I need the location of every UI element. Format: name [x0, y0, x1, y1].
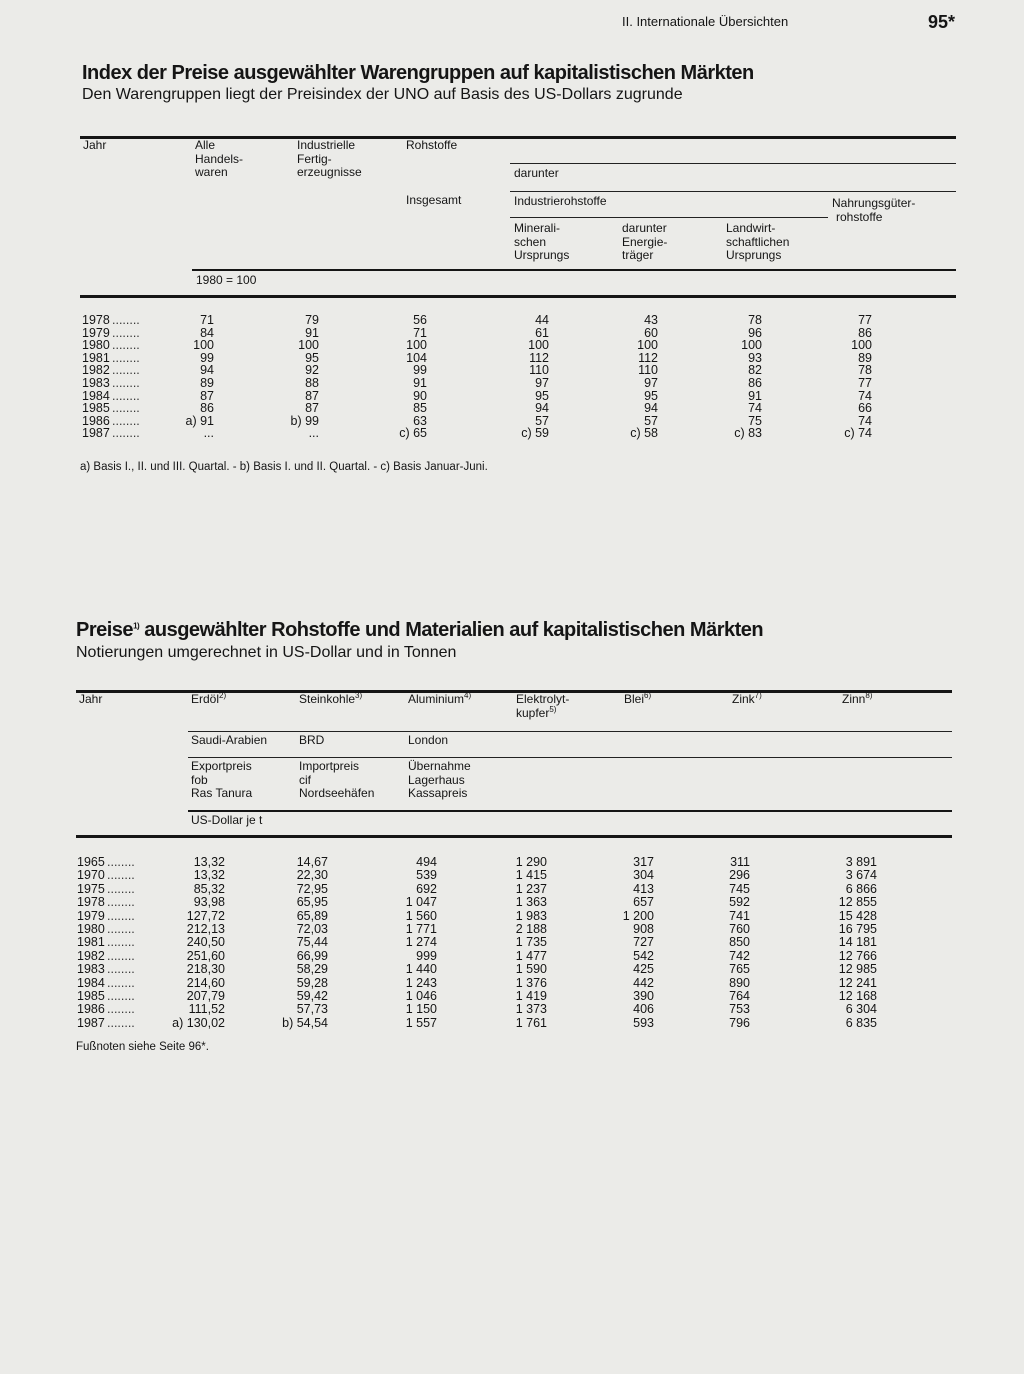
value-cell: 97	[535, 376, 549, 390]
value-cell: 77	[858, 313, 872, 327]
value-cell: 1 983	[515, 908, 547, 923]
table-row	[82, 339, 872, 352]
year-cell: 1979	[82, 325, 110, 340]
table2-col-erdoel: Erdöl$^{2)}$	[191, 691, 227, 706]
value-cell: 95	[644, 388, 658, 403]
value-cell: 14 181	[838, 935, 877, 950]
value-cell: 85,32	[193, 881, 225, 896]
table2-header-rule	[76, 835, 952, 838]
leader-dots: ........	[112, 413, 140, 428]
table1-base-label: 1980 = 100	[196, 273, 257, 287]
value-cell: 79	[305, 313, 319, 327]
table-row	[77, 910, 877, 923]
table2-footnote: Fußnoten siehe Seite 96*.	[76, 1041, 209, 1053]
value-cell: c) 59	[521, 426, 549, 441]
year-cell: 1980	[77, 922, 105, 936]
value-cell: 110	[638, 363, 658, 378]
value-cell: a) 130,02	[172, 1015, 225, 1030]
value-cell: 100	[298, 338, 319, 353]
leader-dots: ........	[112, 313, 140, 327]
table1-footnote: a) Basis I., II. und III. Quartal. - b) Basis I. und II. Quartal. - c) Basis Januar-Juni.	[80, 461, 488, 473]
value-cell: 59,42	[296, 989, 328, 1003]
value-cell: 65,95	[296, 895, 328, 910]
value-cell: 91	[413, 376, 427, 390]
value-cell: 1 376	[515, 975, 547, 990]
value-cell: 3 674	[845, 868, 877, 883]
value-cell: 61	[535, 325, 549, 340]
table1-col-industrierohstoffe: Industrierohstoffe	[514, 194, 607, 208]
page-number: 95*	[928, 12, 956, 32]
table-row	[77, 896, 877, 909]
table-row	[82, 427, 872, 440]
year-cell: 1987	[82, 426, 110, 441]
value-cell: 12 855	[838, 895, 877, 910]
value-cell: 94	[200, 363, 214, 378]
year-cell: 1987	[77, 1015, 105, 1030]
value-cell: 99	[200, 350, 214, 365]
value-cell: 240,50	[186, 935, 225, 950]
table-row	[77, 883, 877, 896]
value-cell: 100	[637, 338, 658, 353]
value-cell: 14,67	[296, 855, 328, 869]
year-cell: 1985	[82, 401, 110, 416]
table2-price-aluminium: Übernahme Lagerhaus Kassapreis	[408, 759, 471, 800]
value-cell: 592	[729, 895, 750, 910]
value-cell: 65,89	[296, 908, 328, 923]
value-cell: 13,32	[193, 855, 225, 869]
value-cell: 539	[416, 868, 437, 883]
table-row	[77, 923, 877, 936]
year-cell: 1984	[82, 388, 110, 403]
value-cell: 850	[729, 935, 750, 950]
value-cell: 890	[729, 975, 750, 990]
value-cell: 765	[729, 962, 750, 977]
value-cell: 100	[406, 338, 427, 353]
value-cell: 66	[858, 401, 872, 416]
value-cell: 86	[748, 376, 762, 390]
value-cell: 1 200	[622, 908, 654, 923]
year-cell: 1970	[77, 868, 105, 883]
value-cell: 87	[305, 401, 319, 416]
year-cell: 1984	[77, 975, 105, 990]
value-cell: 12 985	[838, 962, 877, 977]
value-cell: 112	[529, 350, 549, 365]
value-cell: 657	[633, 895, 654, 910]
value-cell: 1 419	[515, 989, 547, 1003]
value-cell: 1 373	[515, 1002, 547, 1017]
value-cell: 796	[729, 1015, 750, 1030]
value-cell: 92	[305, 363, 319, 378]
year-cell: 1965	[77, 855, 105, 869]
table-row	[77, 950, 877, 963]
value-cell: 72,03	[296, 922, 328, 936]
table2-price-steinkohle: Importpreis cif Nordseehäfen	[299, 759, 375, 800]
value-cell: 311	[730, 855, 750, 869]
value-cell: ...	[308, 426, 319, 441]
year-cell: 1978	[77, 895, 105, 910]
leader-dots: ........	[107, 1002, 135, 1017]
table2-title: Preise$^{1)}$ ausgewählter Rohstoffe und Materialien auf kapitalistischen Märkten	[76, 619, 764, 641]
year-cell: 1982	[82, 363, 110, 378]
value-cell: 75	[748, 413, 762, 428]
table1-col-jahr: Jahr	[83, 138, 107, 152]
value-cell: 94	[644, 401, 658, 416]
leader-dots: ........	[107, 935, 135, 950]
value-cell: 57,73	[296, 1002, 328, 1017]
value-cell: 15 428	[838, 908, 877, 923]
table2-rule-prices	[188, 757, 952, 758]
value-cell: 296	[729, 868, 750, 883]
value-cell: 1 477	[515, 948, 547, 963]
value-cell: 87	[200, 388, 214, 403]
table1-rule-darunter	[510, 163, 956, 164]
value-cell: 12 766	[838, 948, 877, 963]
value-cell: 84	[200, 325, 214, 340]
value-cell: 1 150	[405, 1002, 437, 1017]
value-cell: 494	[416, 855, 437, 869]
table-row	[77, 869, 877, 882]
table1-header-rule	[80, 295, 956, 298]
value-cell: 100	[851, 338, 872, 353]
value-cell: 95	[305, 350, 319, 365]
value-cell: 6 304	[845, 1002, 877, 1017]
value-cell: 91	[748, 388, 762, 403]
value-cell: 95	[535, 388, 549, 403]
table2-rule-places	[188, 731, 952, 732]
table2-place-aluminium: London	[408, 733, 449, 747]
value-cell: 1 363	[515, 895, 547, 910]
value-cell: 13,32	[193, 868, 225, 883]
year-cell: 1986	[77, 1002, 105, 1017]
value-cell: 214,60	[186, 975, 225, 990]
value-cell: 442	[633, 975, 654, 990]
value-cell: 1 560	[405, 908, 437, 923]
leader-dots: ........	[107, 989, 135, 1003]
leader-dots: ........	[107, 881, 135, 896]
table2-col-blei: Blei$^{6)}$	[624, 691, 652, 706]
table1-rule-sub	[510, 217, 828, 218]
value-cell: c) 65	[399, 426, 427, 441]
value-cell: 12 168	[838, 989, 877, 1003]
value-cell: 72,95	[296, 881, 328, 896]
value-cell: 71	[200, 313, 214, 327]
value-cell: 58,29	[296, 962, 328, 977]
value-cell: 82	[748, 363, 762, 378]
table2-col-zinn: Zinn$^{8)}$	[842, 691, 873, 706]
value-cell: 56	[413, 313, 427, 327]
table-row	[77, 1003, 877, 1016]
value-cell: 406	[633, 1002, 654, 1017]
value-cell: 71	[413, 325, 427, 340]
value-cell: 1 047	[405, 895, 437, 910]
value-cell: 99	[413, 363, 427, 378]
value-cell: 413	[633, 881, 654, 896]
value-cell: 77	[858, 376, 872, 390]
leader-dots: ........	[112, 388, 140, 403]
value-cell: 317	[633, 855, 654, 869]
value-cell: 111,52	[188, 1002, 225, 1017]
value-cell: 1 761	[515, 1015, 547, 1030]
value-cell: 1 440	[405, 962, 437, 977]
year-cell: 1975	[77, 881, 105, 896]
value-cell: 89	[200, 376, 214, 390]
value-cell: 1 415	[515, 868, 547, 883]
table-row	[82, 377, 872, 390]
value-cell: ...	[203, 426, 214, 441]
year-cell: 1980	[82, 338, 110, 353]
value-cell: 3 891	[845, 855, 877, 869]
value-cell: 63	[413, 413, 427, 428]
value-cell: 12 241	[838, 975, 877, 990]
leader-dots: ........	[107, 855, 135, 869]
value-cell: 692	[416, 881, 437, 896]
table-row	[82, 314, 872, 327]
leader-dots: ........	[107, 895, 135, 910]
table1-subtitle: Den Warengruppen liegt der Preisindex der UNO auf Basis des US-Dollars zugrunde	[82, 86, 683, 103]
table2-col-jahr: Jahr	[79, 692, 103, 706]
value-cell: 127,72	[186, 908, 225, 923]
value-cell: 110	[529, 363, 549, 378]
value-cell: 1 046	[405, 989, 437, 1003]
value-cell: 59,28	[296, 975, 328, 990]
leader-dots: ........	[107, 922, 135, 936]
value-cell: 90	[413, 388, 427, 403]
leader-dots: ........	[112, 376, 140, 390]
table2-subtitle: Notierungen umgerechnet in US-Dollar und in Tonnen	[76, 644, 457, 661]
table2-col-aluminium: Aluminium$^{4)}$	[408, 691, 472, 706]
leader-dots: ........	[107, 1015, 135, 1030]
value-cell: 2 188	[515, 922, 547, 936]
value-cell: 742	[729, 948, 750, 963]
value-cell: 908	[633, 922, 654, 936]
table2-place-steinkohle: BRD	[299, 733, 325, 747]
table-row	[77, 963, 877, 976]
leader-dots: ........	[112, 426, 140, 441]
value-cell: 304	[633, 868, 654, 883]
value-cell: 75,44	[296, 935, 328, 950]
value-cell: b) 54,54	[282, 1015, 328, 1030]
value-cell: 1 237	[515, 881, 547, 896]
value-cell: 390	[633, 989, 654, 1003]
value-cell: 207,79	[186, 989, 225, 1003]
table1-rule-industrie	[510, 191, 956, 192]
year-cell: 1982	[77, 948, 105, 963]
value-cell: a) 91	[185, 413, 214, 428]
value-cell: 1 274	[405, 935, 437, 950]
table1-col-energie: darunter Energie- träger	[622, 221, 668, 262]
year-cell: 1981	[82, 350, 110, 365]
value-cell: c) 58	[630, 426, 658, 441]
value-cell: 74	[858, 413, 872, 428]
table1-col-alle: Alle Handels- waren	[195, 138, 244, 179]
value-cell: 89	[858, 350, 872, 365]
value-cell: 6 866	[845, 881, 877, 896]
value-cell: 1 557	[405, 1015, 437, 1030]
table-row	[77, 1017, 877, 1030]
value-cell: 1 290	[515, 855, 547, 869]
value-cell: 760	[729, 922, 750, 936]
year-cell: 1978	[82, 313, 110, 327]
value-cell: c) 83	[734, 426, 762, 441]
table2-price-erdoel: Exportpreis fob Ras Tanura	[191, 759, 253, 800]
value-cell: 6 835	[845, 1015, 877, 1030]
value-cell: 60	[644, 325, 658, 340]
table2-place-erdoel: Saudi-Arabien	[191, 733, 268, 747]
value-cell: c) 74	[844, 426, 872, 441]
leader-dots: ........	[112, 338, 140, 353]
value-cell: 1 771	[405, 922, 437, 936]
value-cell: 753	[729, 1002, 750, 1017]
table-row	[77, 977, 877, 990]
value-cell: 112	[638, 350, 658, 365]
table-row	[77, 856, 877, 869]
table2-col-kupfer: Elektrolyt- kupfer$^{5)}$	[516, 692, 570, 720]
value-cell: 100	[193, 338, 214, 353]
table2-col-steinkohle: Steinkohle$^{3)}$	[299, 691, 363, 706]
leader-dots: ........	[107, 908, 135, 923]
table-row	[77, 936, 877, 949]
leader-dots: ........	[107, 962, 135, 977]
leader-dots: ........	[112, 325, 140, 340]
table1-col-nahrung: Nahrungsgüter- rohstoffe	[832, 196, 916, 224]
table-row	[77, 990, 877, 1003]
value-cell: 22,30	[296, 868, 328, 883]
leader-dots: ........	[112, 401, 140, 416]
value-cell: 85	[413, 401, 427, 416]
value-cell: 93,98	[193, 895, 225, 910]
value-cell: 91	[305, 325, 319, 340]
table1-col-insgesamt: Insgesamt	[406, 193, 462, 207]
value-cell: 87	[305, 388, 319, 403]
value-cell: 104	[406, 350, 427, 365]
leader-dots: ........	[112, 350, 140, 365]
table-row	[82, 402, 872, 415]
value-cell: 44	[535, 313, 549, 327]
table2-unit-label: US-Dollar je t	[191, 813, 263, 827]
value-cell: 1 590	[515, 962, 547, 977]
value-cell: 741	[729, 908, 750, 923]
value-cell: 999	[416, 948, 437, 963]
value-cell: 86	[200, 401, 214, 416]
value-cell: 57	[535, 413, 549, 428]
leader-dots: ........	[107, 975, 135, 990]
table1-rule-base	[192, 269, 956, 271]
value-cell: 727	[633, 935, 654, 950]
value-cell: 88	[305, 376, 319, 390]
value-cell: b) 99	[290, 413, 319, 428]
table1-col-rohstoffe: Rohstoffe	[406, 138, 458, 152]
value-cell: 97	[644, 376, 658, 390]
value-cell: 86	[858, 325, 872, 340]
value-cell: 425	[633, 962, 654, 977]
table1-col-industrielle: Industrielle Fertig- erzeugnisse	[297, 138, 362, 179]
value-cell: 78	[748, 313, 762, 327]
value-cell: 593	[633, 1015, 654, 1030]
value-cell: 100	[741, 338, 762, 353]
year-cell: 1981	[77, 935, 105, 950]
table1-col-landwirt: Landwirt- schaftlichen Ursprungs	[726, 221, 790, 262]
value-cell: 1 735	[515, 935, 547, 950]
section-heading: II. Internationale Übersichten	[622, 14, 789, 29]
value-cell: 745	[729, 881, 750, 896]
year-cell: 1979	[77, 908, 105, 923]
value-cell: 218,30	[186, 962, 225, 977]
year-cell: 1983	[82, 376, 110, 390]
year-cell: 1985	[77, 989, 105, 1003]
value-cell: 1 243	[405, 975, 437, 990]
value-cell: 66,99	[296, 948, 328, 963]
table2-col-zink: Zink$^{7)}$	[732, 691, 762, 706]
value-cell: 16 795	[838, 922, 877, 936]
value-cell: 251,60	[186, 948, 225, 963]
value-cell: 212,13	[186, 922, 225, 936]
value-cell: 74	[858, 388, 872, 403]
table2-rule-unit	[188, 810, 952, 812]
table1-col-darunter: darunter	[514, 166, 559, 180]
leader-dots: ........	[107, 868, 135, 883]
table1-title: Index der Preise ausgewählter Warengruppen auf kapitalistischen Märkten	[82, 62, 754, 84]
value-cell: 78	[858, 363, 872, 378]
value-cell: 100	[528, 338, 549, 353]
year-cell: 1986	[82, 413, 110, 428]
value-cell: 43	[644, 313, 658, 327]
value-cell: 542	[633, 948, 654, 963]
table1-col-mineral: Minerali- schen Ursprungs	[514, 221, 570, 262]
value-cell: 74	[748, 401, 762, 416]
value-cell: 93	[748, 350, 762, 365]
value-cell: 94	[535, 401, 549, 416]
value-cell: 764	[729, 989, 750, 1003]
value-cell: 96	[748, 325, 762, 340]
leader-dots: ........	[107, 948, 135, 963]
year-cell: 1983	[77, 962, 105, 977]
leader-dots: ........	[112, 363, 140, 378]
value-cell: 57	[644, 413, 658, 428]
